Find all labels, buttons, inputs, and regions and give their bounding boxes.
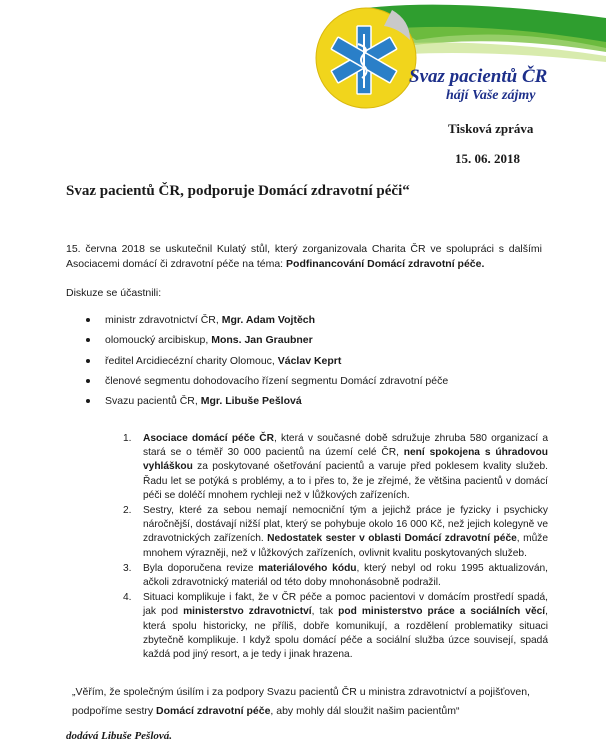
point-item: 3. Byla doporučena revize materiálového kódu, který nebyl od roku 1995 aktualizován, ačkoli zdravotnický materiál od této doby mnohonásobně podražil.	[123, 562, 548, 589]
participant-item: ředitel Arcidiecézní charity Olomouc, Václav Keprt	[86, 351, 448, 371]
closing-quote: „Věřím, že společným úsilím i za podpory Svazu pacientů ČR u ministra zdravotnictví a pojišťoven, podpoříme sestry Domácí zdravotní péče, aby mohly dál sloužit našim pacientům“	[72, 686, 530, 717]
participant-item: olomoucký arcibiskup, Mons. Jan Graubner	[86, 330, 448, 350]
signature: dodává Libuše Pešlová.	[66, 730, 173, 742]
logo-tagline: hájí Vaše zájmy	[446, 88, 536, 103]
point-item: 1. Asociace domácí péče ČR, která v současné době sdružuje zhruba 580 organizací a stará se o téměř 30 000 pacientů na území celé ČR, není spokojena s úhradovou vyhláškou za poskytované ošetřování pacientů a varuje před poklesem kvality služeb. Řadu let se potýká s problémy, a to i přes to, že je zřejmé, že většina pacientů v domácí péči se doléčí mnohem rychleji než v lůžkových zařízeních.	[123, 433, 548, 501]
bullet-icon	[86, 338, 90, 342]
discussion-label: Diskuze se účastnili:	[66, 287, 162, 299]
press-release-label: Tisková zpráva	[448, 121, 534, 136]
participant-item: členové segmentu dohodovacího řízení segmentu Domácí zdravotní péče	[86, 371, 448, 391]
point-item: 4. Situaci komplikuje i fakt, že v ČR péče a pomoc pacientovi v domácím prostředí spadá, jak pod ministerstvo zdravotnictví, tak pod ministerstvo práce a sociálních věcí, která spolu historicky, ne příliš, dobře komunikují, a rozdělení problematiky situaci zbytečně komplikuje. I když spolu domácí péče a sociální služba úzce souvisejí, spadá každá pod jiný resort, a je tedy i jinak hrazena.	[123, 592, 548, 661]
points-list	[123, 432, 548, 663]
bullet-icon	[86, 379, 90, 383]
release-date: 15. 06. 2018	[455, 151, 520, 166]
participant-item: ministr zdravotnictví ČR, Mgr. Adam Vojtěch	[86, 310, 448, 330]
intro-topic: Podfinancování Domácí zdravotní péče.	[286, 258, 485, 270]
bullet-icon	[86, 318, 90, 322]
headline: Svaz pacientů ČR, podporuje Domácí zdravotní péči“	[66, 183, 410, 199]
point-item: 2. Sestry, které za sebou nemají nemocniční tým a jejichž práce je fyzicky i psychicky náročnější, dostávají nižší plat, který se pohybuje okolo 16 000 Kč, než jejich kolegyně ve zdravotnických zařízeních. Nedostatek sester v oblasti Domácí zdravotní péče, může mnohem výrazněji, než v lůžkových zařízeních, ovlivnit kvalitu poskytovaných služeb.	[123, 505, 549, 559]
intro-text: 15. června 2018 se uskutečnil Kulatý stůl, který zorganizovala Charita ČR ve spolupráci s dalšími Asociacemi domácí či zdravotní péče na téma:	[66, 243, 542, 270]
logo-title: Svaz pacientů ČR	[409, 66, 548, 87]
participants-list	[86, 310, 448, 411]
intro-paragraph	[66, 242, 542, 272]
bullet-icon	[86, 399, 90, 403]
participant-item: Svazu pacientů ČR, Mgr. Libuše Pešlová	[86, 391, 448, 411]
bullet-icon	[86, 359, 90, 363]
